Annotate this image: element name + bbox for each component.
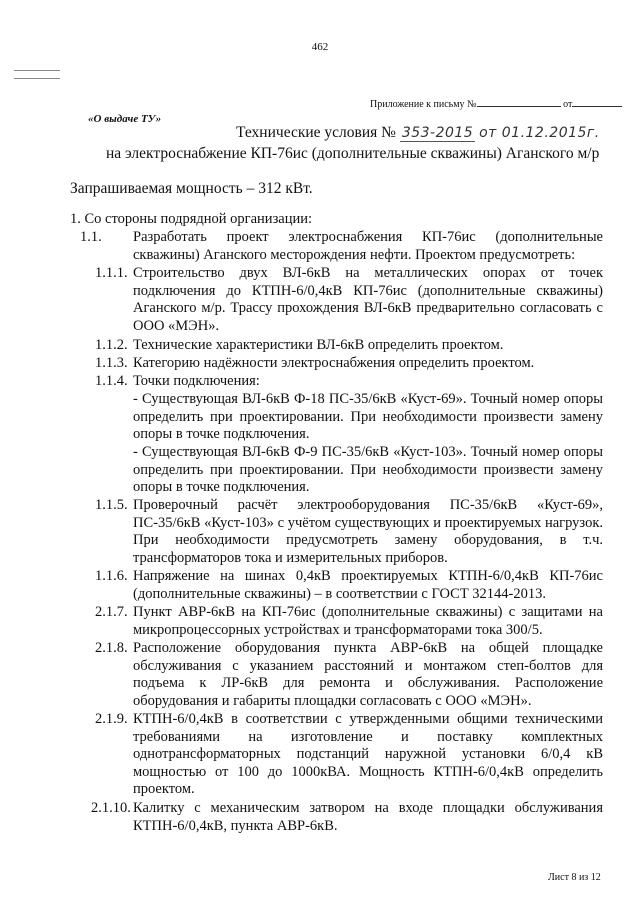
page-number: 462 [311, 41, 329, 53]
document-title [236, 124, 600, 142]
item-text: - Существующая ВЛ-6кВ Ф-9 ПС-35/6кВ «Куст-103». Точный номер опоры определить при проектировании. При необходимости произвести замену опоры в точке подключения. [133, 444, 603, 496]
item-number: 1.1.6. [95, 568, 128, 584]
item-number: 1.1.1. [95, 265, 128, 281]
section-1-title: Со стороны подрядной организации: [84, 211, 313, 227]
item-text: Проверочный расчёт электрооборудования ПС-35/6кВ «Куст-69», ПС-35/6кВ «Куст-103» с учётом существующих и проектируемых нагрузок. При необходимости предусмотреть замену оборудования, в т.ч. трансформаторов тока и измерительных приборов. [133, 497, 603, 566]
item-number: 1.1.3. [95, 355, 128, 371]
item-number: 1.1.4. [95, 373, 128, 389]
item-text: Пункт АВР-6кВ на КП-76ис (дополнительные скважины) с защитами на микропроцессорных устройствах и трансформаторами тока 300/5. [133, 604, 603, 638]
appendix-number-blank [477, 98, 561, 107]
handwritten-number: 353-2015 [401, 125, 474, 141]
section-1-heading [70, 211, 312, 229]
item-text: Категорию надёжности электроснабжения определить проектом. [133, 355, 535, 371]
item-number: 1.1.5. [95, 497, 128, 513]
sheet-footer: Лист 8 из 12 [548, 872, 601, 883]
title-prefix: Технические условия № [236, 124, 396, 141]
handwritten-date: от 01.12.2015г. [479, 125, 600, 141]
requested-power: Запрашиваемая мощность – 312 кВт. [70, 180, 313, 197]
item-text: Точки подключения: [133, 373, 260, 389]
scan-mark-bottom [14, 78, 60, 79]
item-text: Калитку с механическим затвором на входе площадки обслуживания КТПН-6/0,4кВ, пункта АВР-6кВ. [133, 800, 603, 834]
item-text: Строительство двух ВЛ-6кВ на металлических опорах от точек подключения до КТПН-6/0,4кВ КП-76ис (дополнительные скважины) Аганского м/р. Трассу прохождения ВЛ-6кВ предварительно согласовать с ООО «МЭН». [133, 265, 603, 334]
appendix-prefix: Приложение к письму № [370, 99, 477, 110]
item-number: 2.1.9. [95, 711, 128, 727]
tu-label: «О выдаче ТУ» [88, 113, 162, 125]
appendix-from: от [563, 99, 573, 110]
item-number: 2.1.7. [95, 604, 128, 620]
item-text: Расположение оборудования пункта АВР-6кВ на общей площадке обслуживания с указанием расстояний и монтажом степ-болтов для подъема к ЛР-6кВ для ремонта и обслуживания. Расположение оборудования и габариты площадки согласовать с ООО «МЭН». [133, 640, 603, 709]
document-subtitle: на электроснабжение КП-76ис (дополнительные скважины) Аганского м/р [106, 145, 600, 162]
item-number: 2.1.8. [95, 640, 128, 656]
item-number: 1.1. [80, 229, 102, 245]
appendix-line [370, 98, 622, 110]
item-text: Напряжение на шинах 0,4кВ проектируемых КТПН-6/0,4кВ КП-76ис (дополнительные скважины) – в соответствии с ГОСТ 32144-2013. [133, 568, 603, 602]
section-1-number: 1. [70, 211, 81, 227]
item-text: КТПН-6/0,4кВ в соответствии с утвержденными общими техническими требованиями на изготовление и поставку комплектных однотрансформаторных подстанций наружной установки 6/0,4 кВ мощностью от 100 до 1000кВА. Мощность КТПН-6/0,4кВ определить проектом. [133, 711, 603, 798]
item-text: Технические характеристики ВЛ-6кВ определить проектом. [133, 337, 504, 353]
item-text: Разработать проект электроснабжения КП-76ис (дополнительные скважины) Аганского месторождения нефти. Проектом предусмотреть: [133, 229, 603, 263]
scan-mark-top [14, 70, 60, 71]
item-text: - Существующая ВЛ-6кВ Ф-18 ПС-35/6кВ «Куст-69». Точный номер опоры определить при проектировании. При необходимости произвести замену опоры в точке подключения. [133, 391, 603, 443]
item-number: 1.1.2. [95, 337, 128, 353]
appendix-date-blank [572, 98, 622, 107]
item-number: 2.1.10. [91, 800, 131, 816]
